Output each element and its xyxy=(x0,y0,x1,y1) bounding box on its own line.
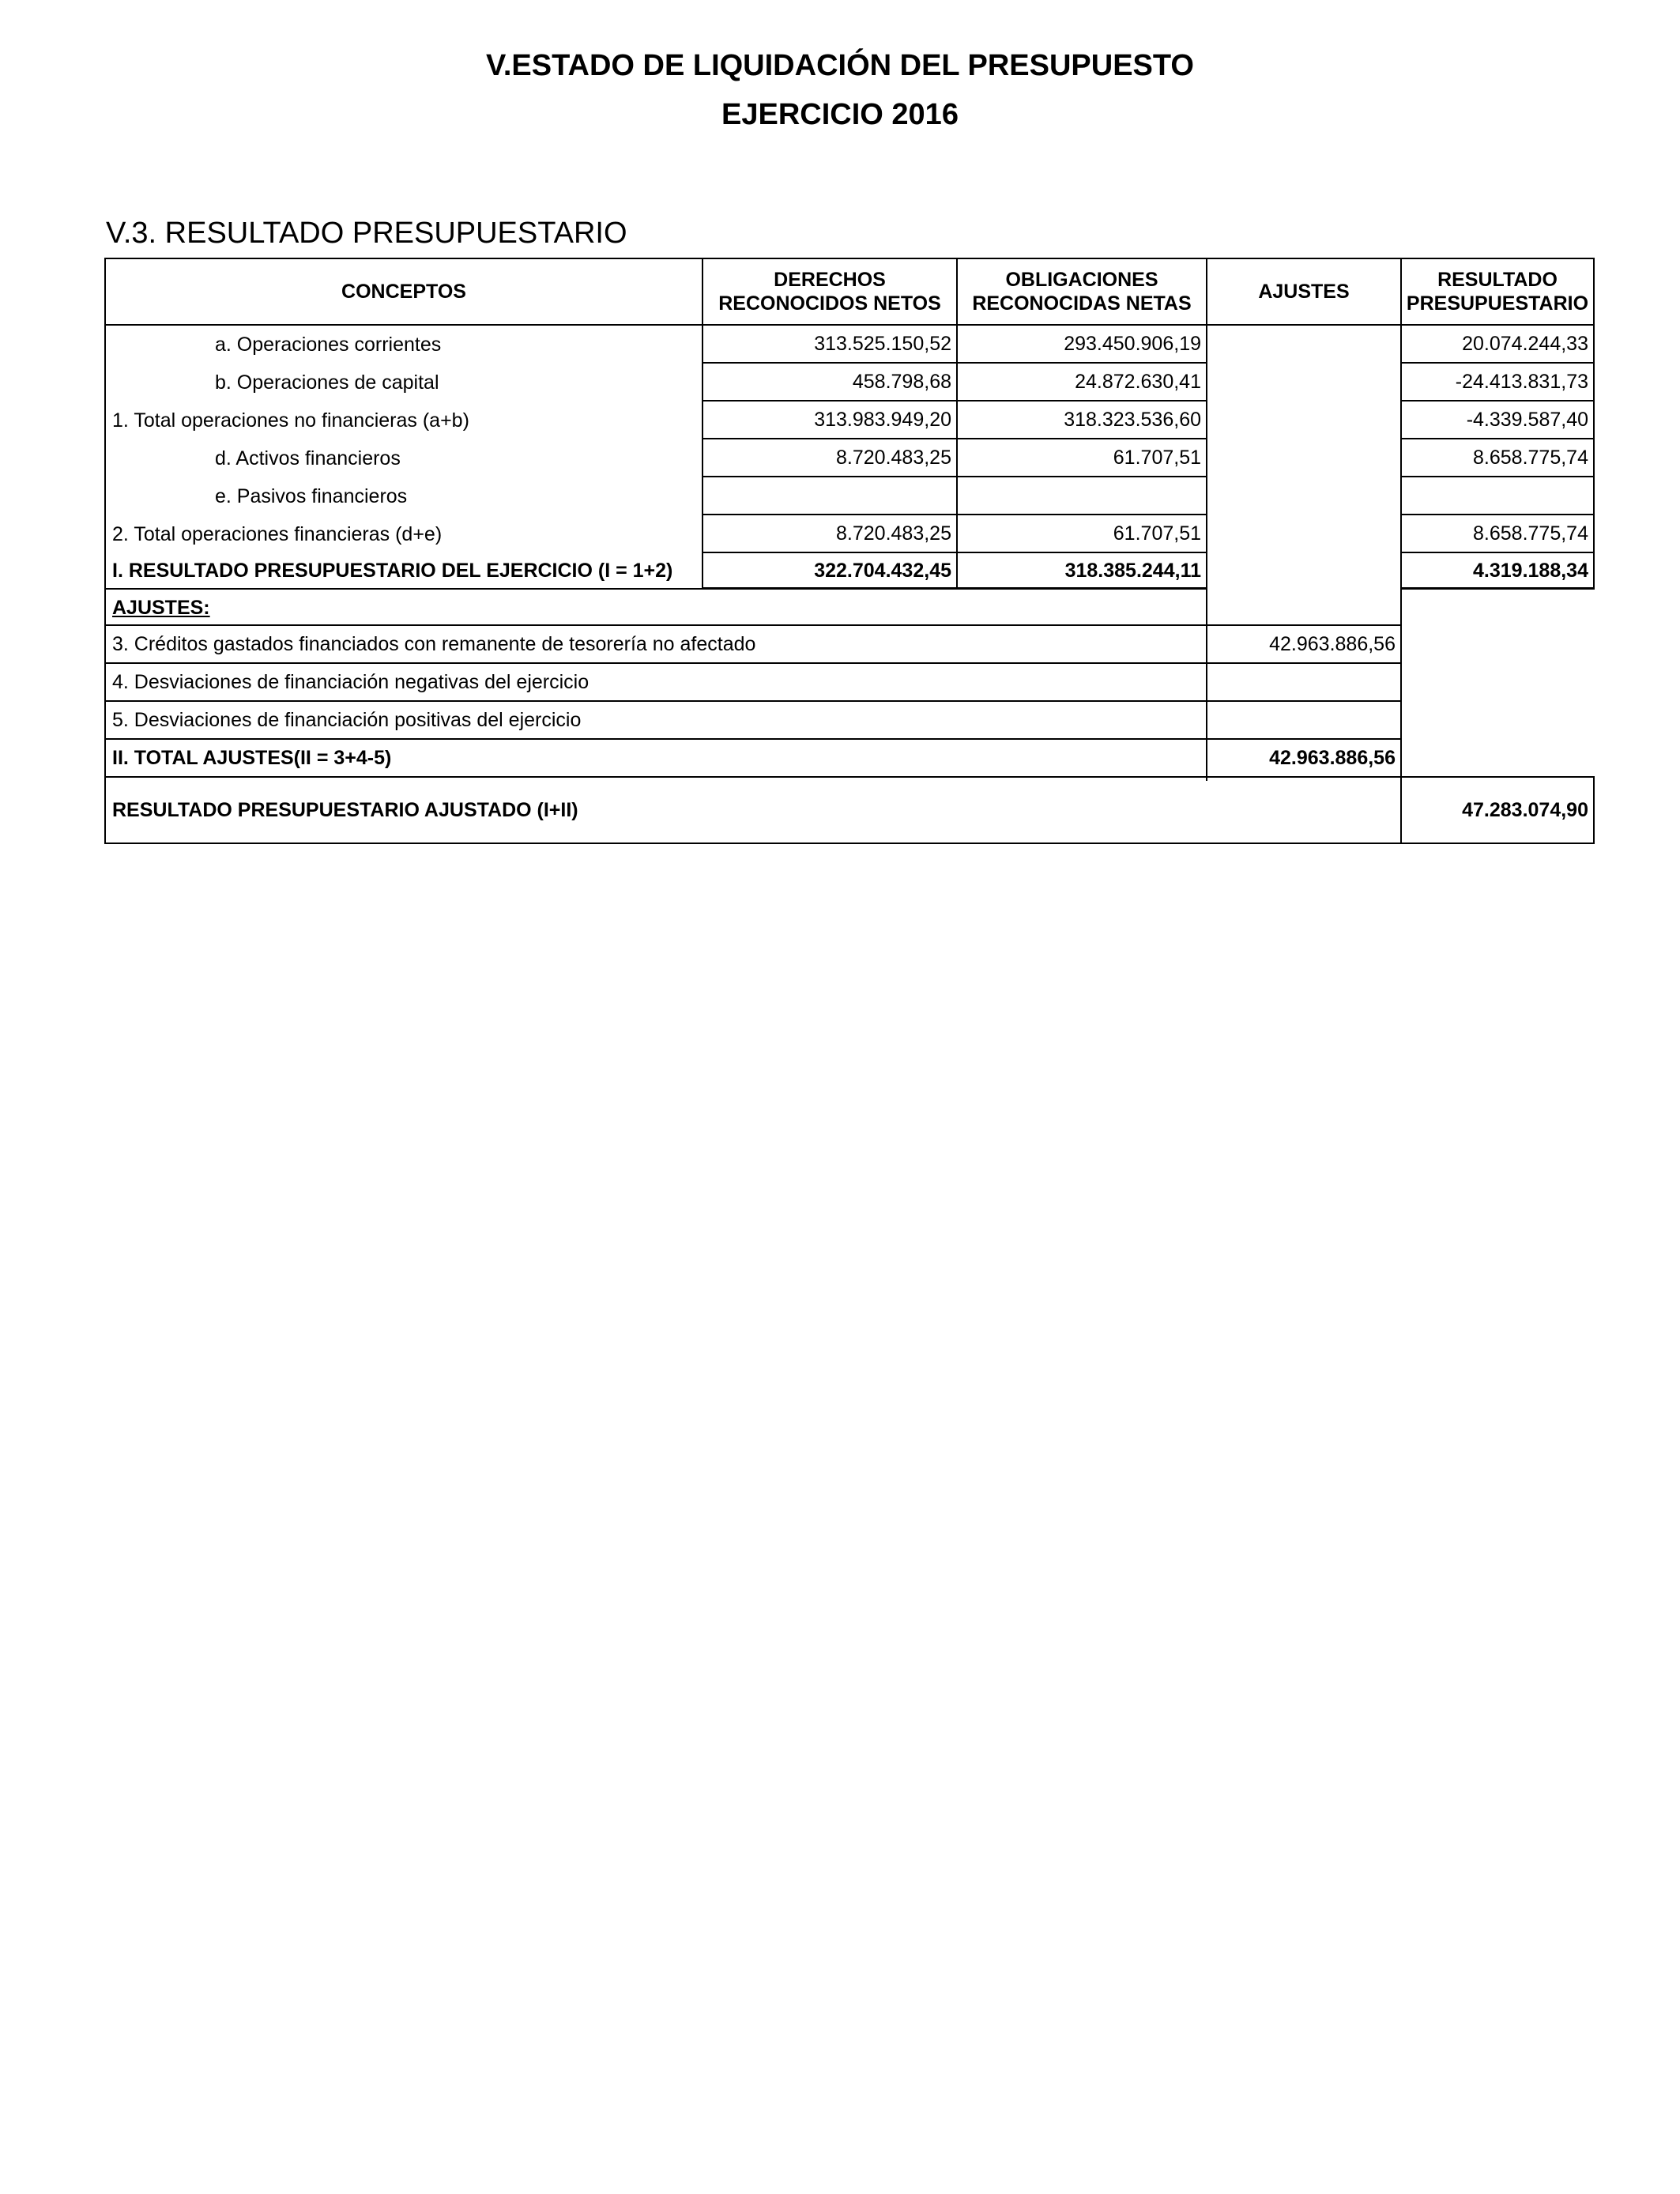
cell-ajustes-4 xyxy=(1207,664,1400,700)
column-header-resultado: RESULTADO PRESUPUESTARIO xyxy=(1400,258,1595,326)
final-row-resultado: 47.283.074,90 xyxy=(1462,799,1588,821)
column-header-derechos: DERECHOS RECONOCIDOS NETOS xyxy=(702,258,958,326)
column-header-ajustes: AJUSTES xyxy=(1206,258,1402,326)
column-header-obligaciones: OBLIGACIONES RECONOCIDAS NETAS xyxy=(956,258,1207,326)
page-title: V.ESTADO DE LIQUIDACIÓN DEL PRESUPUESTO xyxy=(486,49,1194,82)
final-row-concepto: RESULTADO PRESUPUESTARIO AJUSTADO (I+II) xyxy=(112,799,578,821)
cell-derechos-2: 8.720.483,25 xyxy=(702,514,958,553)
cell-resultado-2: 8.658.775,74 xyxy=(1400,514,1595,553)
cell-resultado-e xyxy=(1400,476,1595,515)
cell-derechos-d: 8.720.483,25 xyxy=(702,438,958,477)
cell-obligaciones-total-i: 318.385.244,11 xyxy=(956,552,1207,590)
ajuste-row-4: 4. Desviaciones de financiación negativas del ejercicio xyxy=(112,671,590,693)
row-concepto-a: a. Operaciones corrientes xyxy=(215,334,442,356)
cell-obligaciones-e xyxy=(956,476,1207,515)
row-concepto-2: 2. Total operaciones financieras (d+e) xyxy=(112,523,443,545)
cell-obligaciones-1: 318.323.536,60 xyxy=(956,400,1207,439)
cell-ajustes-total-ii: 42.963.886,56 xyxy=(1269,747,1396,769)
cell-derechos-b: 458.798,68 xyxy=(702,362,958,401)
cell-obligaciones-2: 61.707,51 xyxy=(956,514,1207,553)
page-subtitle: EJERCICIO 2016 xyxy=(721,98,959,131)
row-concepto-total-i: I. RESULTADO PRESUPUESTARIO DEL EJERCICIO (I = 1+2) xyxy=(112,560,673,582)
cell-derechos-total-i: 322.704.432,45 xyxy=(702,552,958,590)
cell-resultado-d: 8.658.775,74 xyxy=(1400,438,1595,477)
cell-resultado-a: 20.074.244,33 xyxy=(1400,324,1595,364)
cell-ajustes-3: 42.963.886,56 xyxy=(1269,633,1396,655)
row-concepto-1: 1. Total operaciones no financieras (a+b) xyxy=(112,409,469,432)
ajuste-row-5: 5. Desviaciones de financiación positivas del ejercicio xyxy=(112,709,582,731)
cell-obligaciones-b: 24.872.630,41 xyxy=(956,362,1207,401)
row-concepto-b: b. Operaciones de capital xyxy=(215,371,439,394)
cell-resultado-b: -24.413.831,73 xyxy=(1400,362,1595,401)
ajuste-row-total-ii: II. TOTAL AJUSTES(II = 3+4-5) xyxy=(112,747,392,769)
cell-derechos-1: 313.983.949,20 xyxy=(702,400,958,439)
row-concepto-e: e. Pasivos financieros xyxy=(215,485,408,507)
cell-derechos-a: 313.525.150,52 xyxy=(702,324,958,364)
cell-resultado-total-i: 4.319.188,34 xyxy=(1400,552,1595,590)
cell-resultado-1: -4.339.587,40 xyxy=(1400,400,1595,439)
cell-ajustes-5 xyxy=(1207,702,1400,738)
row-concepto-d: d. Activos financieros xyxy=(215,447,401,469)
ajustes-heading: AJUSTES: xyxy=(112,597,210,619)
cell-derechos-e xyxy=(702,476,958,515)
cell-obligaciones-a: 293.450.906,19 xyxy=(956,324,1207,364)
ajuste-row-3: 3. Créditos gastados financiados con remanente de tesorería no afectado xyxy=(112,633,756,655)
section-title: V.3. RESULTADO PRESUPUESTARIO xyxy=(106,217,627,250)
column-header-conceptos: CONCEPTOS xyxy=(104,258,703,326)
cell-obligaciones-d: 61.707,51 xyxy=(956,438,1207,477)
